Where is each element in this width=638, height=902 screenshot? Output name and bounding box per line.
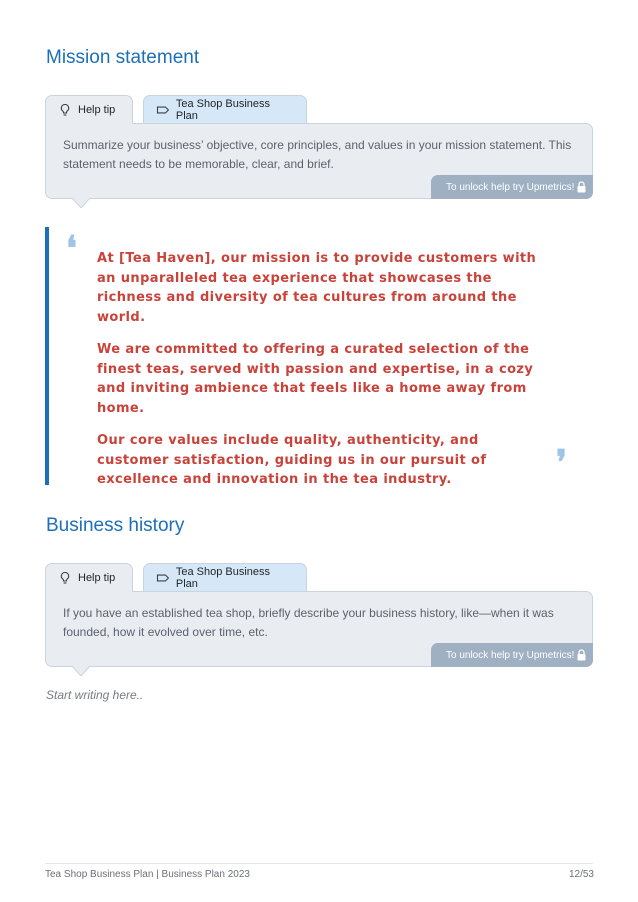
mission-help-text: Summarize your business’ objective, core principles, and values in your mission statement. This statement needs to be memorable, clear, and brief.: [63, 138, 572, 171]
history-tip-tabs: [45, 563, 307, 593]
history-writing-placeholder[interactable]: Start writing here..: [46, 688, 144, 702]
help-tip-label: Help tip: [78, 104, 116, 116]
business-history-title: Business history: [46, 515, 185, 536]
tab-tea-shop-plan[interactable]: [143, 95, 307, 123]
lightbulb-icon: [58, 571, 72, 585]
history-help-text: If you have an established tea shop, briefly describe your business history, like—when it was founded, how it evolved over time, etc.: [63, 606, 554, 639]
mission-help-box: [45, 123, 593, 199]
mission-statement-title: Mission statement: [46, 47, 200, 68]
tab-tea-shop-plan[interactable]: [143, 563, 307, 591]
tab-help-tip[interactable]: [45, 563, 133, 592]
mission-quote: [97, 249, 537, 503]
quote-accent-bar: [45, 227, 49, 485]
unlock-upmetrics-button[interactable]: [431, 643, 593, 667]
unlock-label: To unlock help try Upmetrics!: [446, 649, 575, 661]
help-tip-label: Help tip: [78, 572, 116, 584]
tip-pointer: [72, 666, 90, 676]
plan-tab-label: Tea Shop Business Plan: [175, 565, 271, 590]
tab-help-tip[interactable]: [45, 95, 133, 124]
footer-document-title: Tea Shop Business Plan | Business Plan 2023: [45, 869, 250, 880]
mission-paragraph: Our core values include quality, authenticity, and customer satisfaction, guiding us in our pursuit of excellence and innovation in the tea industry.: [97, 433, 487, 487]
mission-paragraph: We are committed to offering a curated selection of the finest teas, served with passion and expertise, in a cozy and inviting ambience that feels like a home away from home.: [97, 342, 534, 416]
history-help-box: [45, 591, 593, 667]
page-number: 12/53: [568, 869, 594, 880]
tag-icon: [156, 571, 170, 585]
open-quote-icon: ❛: [66, 229, 77, 269]
lock-icon: [576, 649, 587, 661]
plan-tab-label: Tea Shop Business Plan: [175, 97, 271, 122]
close-quote-icon: ❜: [556, 443, 567, 483]
unlock-label: To unlock help try Upmetrics!: [446, 181, 575, 193]
mission-tip-tabs: [45, 95, 307, 125]
footer-divider: [45, 863, 593, 864]
tag-icon: [156, 103, 170, 117]
unlock-upmetrics-button[interactable]: [431, 175, 593, 199]
lock-icon: [576, 181, 587, 193]
lightbulb-icon: [58, 103, 72, 117]
mission-paragraph: At [Tea Haven], our mission is to provide customers with an unparalleled tea experience that showcases the richness and diversity of tea cultures from around the world.: [97, 251, 537, 325]
tip-pointer: [72, 198, 90, 208]
